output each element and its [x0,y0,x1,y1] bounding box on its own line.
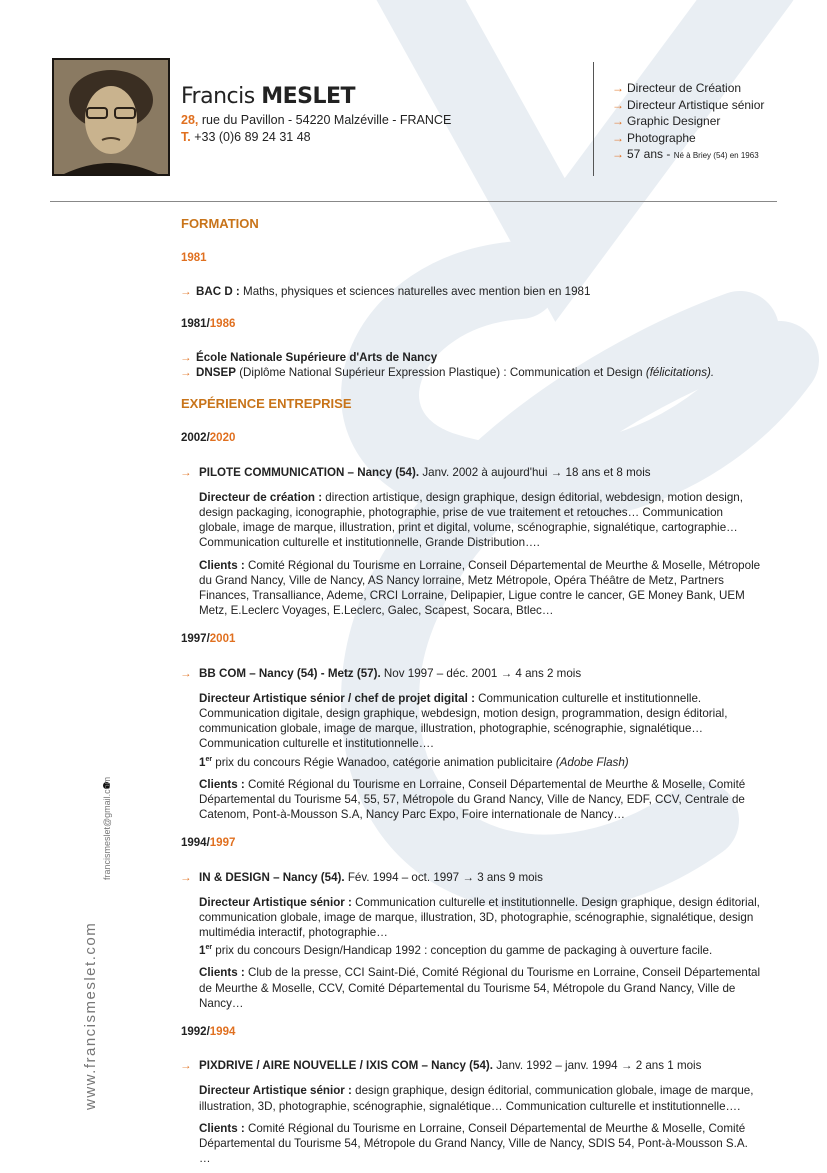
clients-label: Clients : [199,1121,245,1135]
clients-label: Clients : [199,966,245,980]
job-details [181,490,761,619]
job-duration: 18 ans et 8 mois [565,465,651,479]
clients-label: Clients : [199,777,245,791]
prize-rank-suffix: er [205,944,213,952]
job-details [181,1083,761,1166]
role-label: Graphic Designer [627,114,721,129]
arrow-right-icon: → [180,870,192,884]
role-description [199,490,761,551]
year-start: 1981/ [181,317,210,330]
job-details [181,691,761,822]
clients-description [199,558,761,619]
job-header [181,870,761,885]
year-start: 1997/ [181,633,210,646]
year-end: 1981 [181,252,207,265]
year-label [181,431,761,446]
phone-label: T. [181,130,191,144]
contact-block [181,112,451,146]
role-text: direction artistique, design graphique, design éditorial, webdesign, motion design, design packaging, iconographie, photographie, prise de vue traitement et retouches… Communication globale, image de marque, illustration, print et digital, volume, scénographie, signalétique, cartographie… Communication culturelle et institutionnelle, Grande Distribution…. [199,490,743,550]
arrow-right-icon: → [180,666,192,680]
address-number: 28, [181,113,199,127]
role-item [612,113,764,130]
year-label [181,836,761,851]
first-name: Francis [181,84,255,109]
full-name [181,84,355,109]
job-duration: 4 ans 2 mois [515,666,582,680]
clients-text: Club de la presse, CCI Saint-Dié, Comité Régional du Tourisme en Lorraine, Conseil Départemental de Meurthe & Moselle, CCV, Comité Départemental du Tourisme 54, Métropole du Grand Nancy, Ville de Nancy… [199,966,761,1010]
address-line [181,112,451,129]
bac-text: Maths, physiques et sciences naturelles avec mention bien en 1981 [243,285,591,299]
year-end: 2001 [209,633,236,646]
job-period: Janv. 2002 à aujourd'hui → [422,465,563,479]
phone-number[interactable]: +33 (0)6 89 24 31 48 [194,130,311,144]
company-name: PIXDRIVE / AIRE NOUVELLE / IXIS COM – Nancy (54). [199,1059,493,1073]
dnsep-label: DNSEP [196,366,236,380]
arrow-right-icon: → [180,1059,192,1073]
job-entry [181,836,761,1011]
formation-item [181,350,761,365]
last-name: MESLET [261,84,356,109]
job-header [181,666,761,681]
company-name: BB COM – Nancy (54) - Metz (57). [199,666,381,680]
formation-item [181,365,761,380]
header-separator [50,201,777,202]
job-entry [181,1025,761,1166]
roles-list [612,80,764,165]
clients-text: Comité Régional du Tourisme en Lorraine, Conseil Départemental de Meurthe & Moselle, Comité Départemental du Tourisme 54, 55, 57, Métropole du Grand Nancy, Ville de Nancy, EDF, CCV, Centrale de Catenom, Pont-à-Mousson S.A, Nancy Parc Expo, Foire internationale de Nancy… [199,777,746,822]
arrow-right-icon: → [180,366,192,380]
prize-rank: 1 [199,944,206,958]
role-description [199,1083,761,1113]
dnsep-note: (félicitations). [645,366,715,380]
job-entry [181,632,761,822]
prize-text: prix du concours Design/Handicap 1992 : conception du gamme de packaging à ouverture facile. [212,944,713,958]
year-start: 2002/ [181,432,210,445]
job-list [181,431,761,1166]
header-divider [593,62,594,176]
job-period: Nov 1997 – déc. 2001 → [383,666,513,680]
year-label [181,251,761,266]
job-entry [181,431,761,618]
role-item [612,130,764,147]
dnsep-text: (Diplôme National Supérieur Expression Plastique) : Communication et Design [239,366,643,380]
clients-description [199,965,761,1011]
clients-text: Comité Régional du Tourisme en Lorraine, Conseil Départemental de Meurthe & Moselle, Métropole du Grand Nancy, Ville de Nancy, AS Nancy lorraine, Metz Métropole, Opéra Théâtre de Metz, Partners Finances, Transalliance, Ademe, CRCI Lorraine, Delipapier, Ligue contre le cancer, GE Money Bank, UEM Metz, E.Leclerc Voyages, E.Leclerc, Galec, Scapest, Socara, Btlec… [199,558,761,618]
year-label [181,632,761,647]
age-item [612,146,764,165]
arrow-right-icon: → [180,350,192,364]
clients-description [199,1121,761,1167]
prize-text: prix du concours Régie Wanadoo, catégorie animation publicitaire [212,755,553,769]
bac-label: BAC D : [196,285,240,299]
job-details [181,895,761,1011]
job-period: Fév. 1994 – oct. 1997 → [347,870,474,884]
year-end: 1994 [209,1026,236,1039]
year-start: 1994/ [181,837,210,850]
role-title: Directeur Artistique sénior : [199,895,352,909]
portrait-photo [52,58,170,176]
role-item [612,80,764,97]
cv-body [181,216,761,1173]
arrow-right-icon: → [612,130,624,145]
address-text: rue du Pavillon - 54220 Malzéville - FRANCE [201,113,452,127]
role-title: Directeur Artistique sénior : [199,1084,352,1098]
year-end: 2020 [209,432,236,445]
sidebar-email[interactable]: francismeslet@gmail.com [102,776,112,880]
job-duration: 3 ans 9 mois [477,870,543,884]
website-link[interactable]: www.francismeslet.com [82,921,99,1110]
school-name: École Nationale Supérieure d'Arts de Nancy [196,350,438,364]
role-text: Communication culturelle et institutionnelle. Design graphique, design éditorial, communication globale, image de marque, illustration, 3D, photographie, scénographie, signalétique, design multimédia interactif, photographie… [199,895,760,940]
section-title-formation: FORMATION [181,216,259,231]
role-text: Communication culturelle et institutionnelle. Communication digitale, design graphique, webdesign, motion design, programmation, design éditorial, communication globale, image de marque, illustration, photographie, scénographie, signalétique… Communication culturelle et institutionnelle…. [199,691,728,751]
arrow-right-icon: → [612,114,624,129]
year-start: 1992/ [181,1026,210,1039]
age-label: 57 ans - [627,147,671,162]
role-label: Directeur Artistique sénior [627,97,765,112]
arrow-right-icon: → [180,465,192,479]
year-end: 1997 [209,837,236,850]
role-item [612,97,764,114]
prize-note: (Adobe Flash) [555,755,629,769]
prize-rank-suffix: er [205,755,213,763]
year-label [181,1025,761,1040]
role-label: Directeur de Création [627,81,742,95]
company-name: IN & DESIGN – Nancy (54). [199,870,345,884]
role-title: Directeur de création : [199,490,323,504]
role-description [199,691,761,770]
year-end: 1986 [209,317,236,330]
section-title-experience: EXPÉRIENCE ENTREPRISE [181,396,352,412]
arrow-right-icon: → [612,147,624,162]
formation-item [181,284,761,299]
job-period: Janv. 1992 – janv. 1994 → [496,1059,633,1073]
phone-line [181,129,451,146]
sidebar-website[interactable] [82,922,100,1110]
role-title: Directeur Artistique sénior / chef de projet digital : [199,691,475,705]
role-text: design graphique, design éditorial, communication globale, image de marque, illustration, 3D, photographie, scénographie, signalétique… Communication culturelle et institutionnelle…. [199,1084,754,1113]
role-label: Photographe [627,130,696,145]
year-label [181,317,761,332]
job-header [181,465,761,480]
arrow-right-icon: → [612,81,624,95]
clients-text: Comité Régional du Tourisme en Lorraine, Conseil Départemental de Meurthe & Moselle, Comité Départemental du Tourisme 54, Métropole du Grand Nancy, Ville de Nancy, SDIS 54, Pont-à-Mousson S.A. … [199,1121,748,1166]
job-duration: 2 ans 1 mois [635,1059,702,1073]
arrow-right-icon: → [180,285,192,299]
role-description [199,895,761,959]
clients-label: Clients : [199,558,245,572]
birth-detail: Né à Briey (54) en 1963 [673,151,759,161]
company-name: PILOTE COMMUNICATION – Nancy (54). [199,465,420,479]
job-header [181,1058,761,1073]
arrow-right-icon: → [612,97,624,112]
prize-rank: 1 [199,755,206,769]
clients-description [199,777,761,823]
